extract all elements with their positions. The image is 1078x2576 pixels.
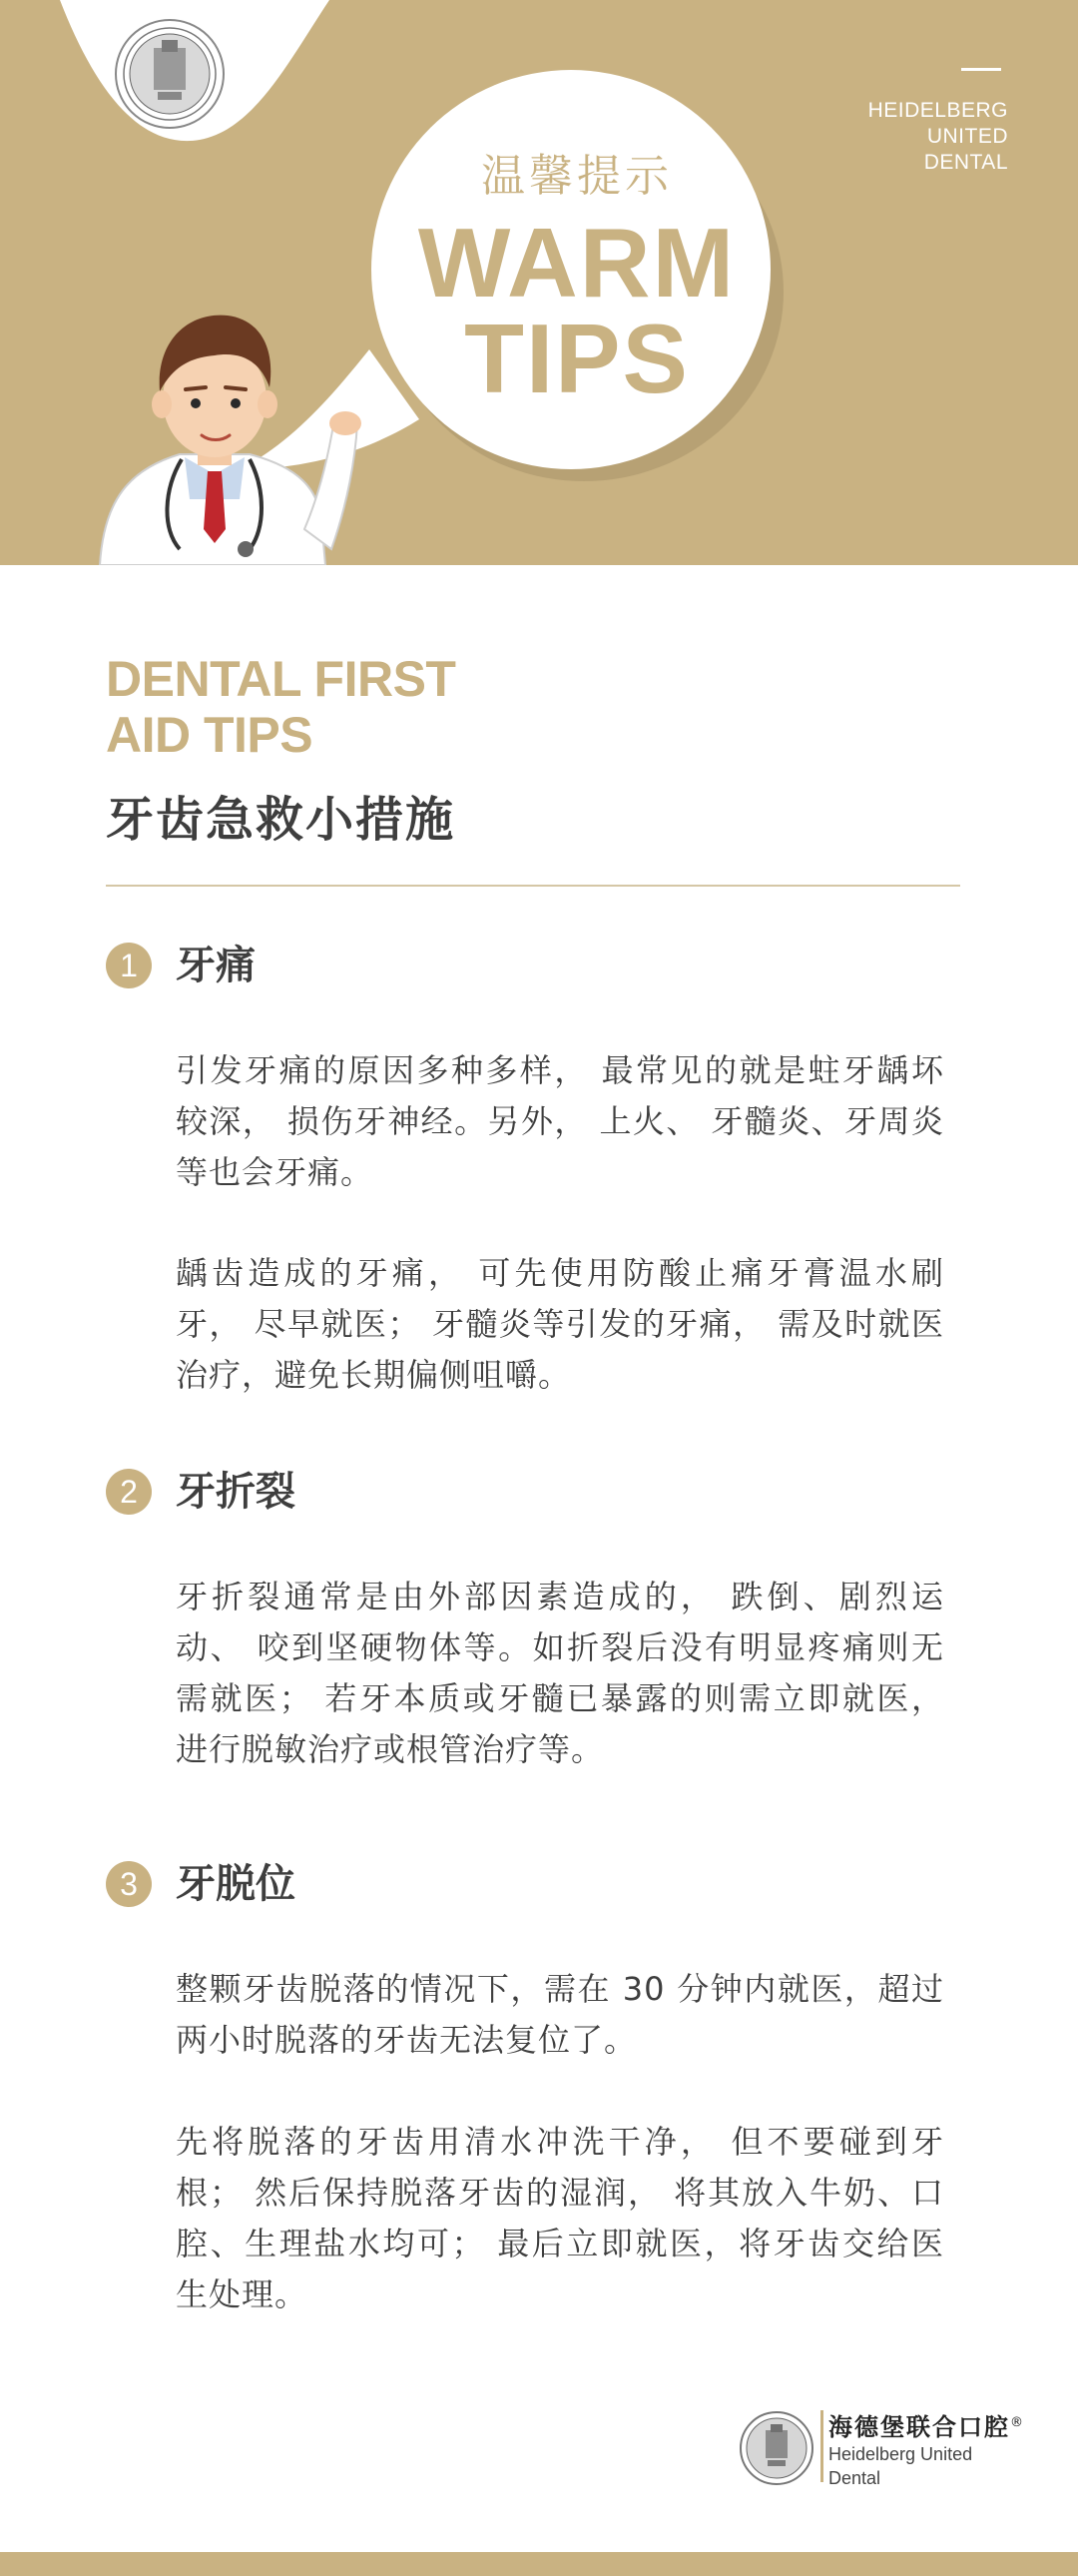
warm-tips-cn: 温馨提示 <box>481 151 673 202</box>
section-2-number: 2 <box>106 1469 152 1515</box>
title-divider <box>106 885 960 887</box>
footer-seal-icon <box>739 2410 814 2486</box>
section-1-paragraph-1: 引发牙痛的原因多种多样， 最常见的就是蛀牙龋坏较深， 损伤牙神经。另外， 上火、 牙髓炎、牙周炎等也会牙痛。 <box>176 1051 944 1191</box>
section-1-title: 牙痛 <box>176 943 256 988</box>
section-1-paragraph-2: 龋齿造成的牙痛， 可先使用防酸止痛牙膏温水刷牙， 尽早就医； 牙髓炎等引发的牙痛， 需及时就医治疗，避免长期偏侧咀嚼。 <box>176 1254 944 1394</box>
section-2-title: 牙折裂 <box>176 1469 295 1515</box>
page-title-en: DENTAL FIRST AID TIPS <box>106 651 456 763</box>
warm-tips-en: WARM TIPS <box>417 208 737 413</box>
footer-brand-en: Heidelberg United Dental <box>828 2444 973 2488</box>
brand-text: HEIDELBERG UNITED DENTAL <box>867 99 1008 174</box>
registered-mark: ® <box>1010 2415 1025 2430</box>
section-3-number: 3 <box>106 1861 152 1907</box>
section-1-number: 1 <box>106 943 152 988</box>
footer-brand-cn <box>828 2408 1025 2442</box>
university-seal-icon <box>114 18 226 130</box>
hero-banner <box>0 0 1078 565</box>
section-3-paragraph-2: 先将脱落的牙齿用清水冲洗干净， 但不要碰到牙根； 然后保持脱落牙齿的湿润， 将其放入牛奶、口腔、生理盐水均可； 最后立即就医，将牙齿交给医生处理。 <box>176 2123 944 2313</box>
bottom-bar <box>0 2552 1078 2576</box>
section-3-paragraph-1: 整颗牙齿脱落的情况下，需在 30 分钟内就医，超过两小时脱落的牙齿无法复位了。 <box>176 1970 944 2059</box>
doctor-illustration <box>90 300 379 565</box>
footer-brand-cn-text: 海德堡联合口腔 <box>828 2413 1010 2441</box>
footer-logo-divider <box>820 2410 823 2482</box>
brand-accent-line <box>961 68 1001 71</box>
footer-brand <box>828 2408 1025 2490</box>
section-2-paragraph-1: 牙折裂通常是由外部因素造成的， 跌倒、剧烈运动、 咬到坚硬物体等。如折裂后没有明显疼痛则无需就医； 若牙本质或牙髓已暴露的则需立即就医，进行脱敏治疗或根管治疗等。 <box>176 1578 944 1768</box>
section-3-title: 牙脱位 <box>176 1861 295 1907</box>
page-title-cn: 牙齿急救小措施 <box>106 792 456 848</box>
